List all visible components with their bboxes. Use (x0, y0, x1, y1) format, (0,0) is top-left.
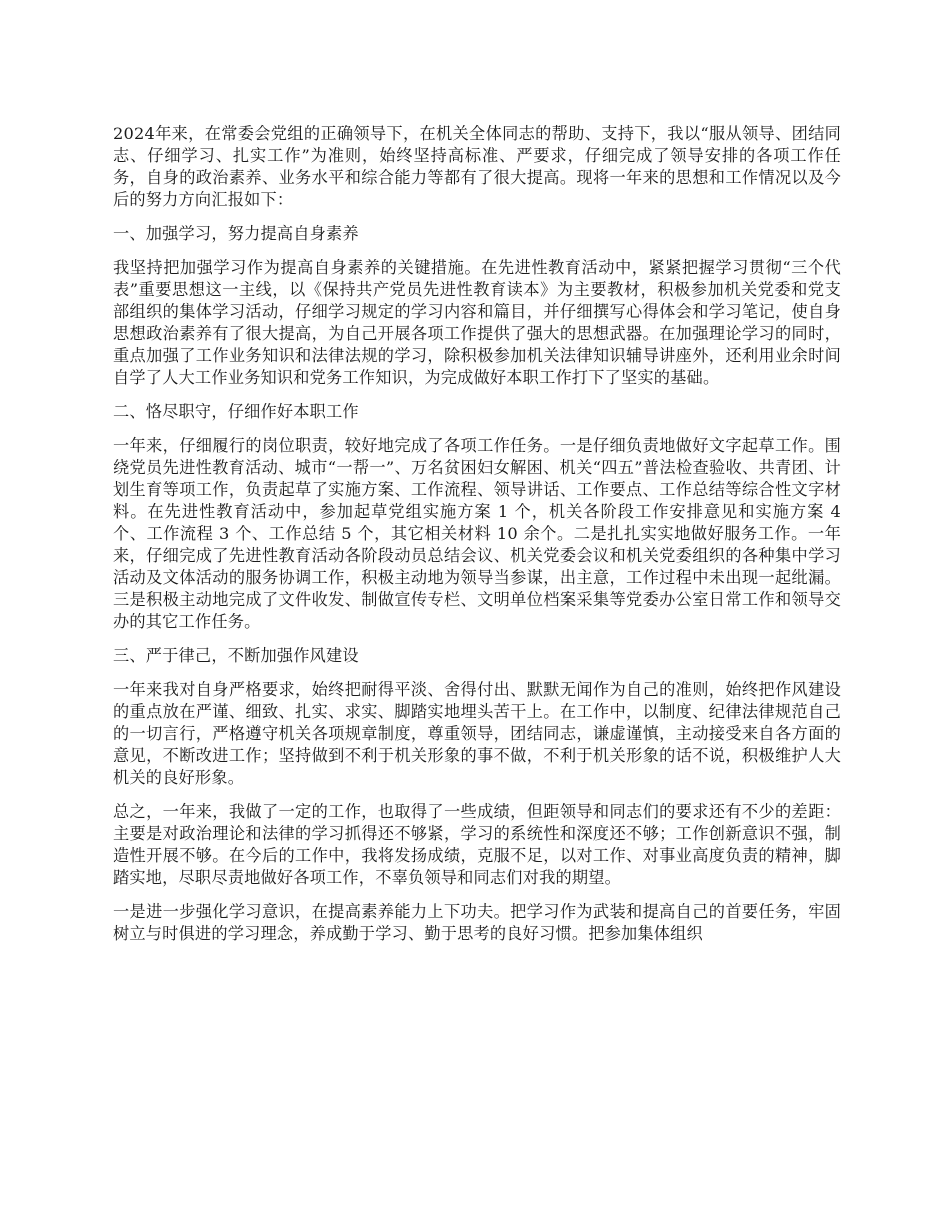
section-body-2: 一年来，仔细履行的岗位职责，较好地完成了各项工作任务。一是仔细负责地做好文字起草工作。围绕党员先进性教育活动、城市“一帮一”、万名贫困妇女解困、机关“四五”普法检查验收、共青团、计划生育等项工作，负责起草了实施方案、工作流程、领导讲话、工作要点、工作总结等综合性文字材料。在先进性教育活动中，参加起草党组实施方案 1 个，机关各阶段工作安排意见和实施方案 4 个、工作流程 3 个、工作总结 5 个，其它相关材料 10 余个。二是扎扎实实地做好服务工作。一年来，仔细完成了先进性教育活动各阶段动员总结会议、机关党委会议和机关党委组织的各种集中学习活动及文体活动的服务协调工作，积极主动地为领导当参谋，出主意，工作过程中未出现一起纰漏。三是积极主动地完成了文件收发、制做宣传专栏、文明单位档案采集等党委办公室日常工作和领导交办的其它工作任务。 (113, 436, 841, 631)
section-heading-3: 三、严于律己，不断加强作风建设 (113, 646, 359, 665)
plan-paragraph-1: 一是进一步强化学习意识，在提高素养能力上下功夫。把学习作为武装和提高自己的首要任务，牢固树立与时俱进的学习理念，养成勤于学习、勤于思考的良好习惯。把参加集体组织 (113, 902, 841, 943)
document-body (113, 123, 841, 957)
summary-paragraph: 总之，一年来，我做了一定的工作，也取得了一些成绩，但距领导和同志们的要求还有不少的差距：主要是对政治理论和法律的学习抓得还不够紧，学习的系统性和深度还不够；工作创新意识不强，制造性开展不够。在今后的工作中，我将发扬成绩，克服不足，以对工作、对事业高度负责的精神，脚踏实地，尽职尽责地做好各项工作，不辜负领导和同志们对我的期望。 (113, 802, 841, 887)
intro-paragraph: 2024年来，在常委会党组的正确领导下，在机关全体同志的帮助、支持下，我以“服从领导、团结同志、仔细学习、扎实工作”为准则，始终坚持高标准、严要求，仔细完成了领导安排的各项工作任务，自身的政治素养、业务水平和综合能力等都有了很大提高。现将一年来的思想和工作情况以及今后的努力方向汇报如下： (113, 124, 841, 209)
section-heading-1: 一、加强学习，努力提高自身素养 (113, 224, 359, 243)
section-body-3: 一年来我对自身严格要求，始终把耐得平淡、舍得付出、默默无闻作为自己的准则，始终把作风建设的重点放在严谨、细致、扎实、求实、脚踏实地埋头苦干上。在工作中，以制度、纪律法律规范自己的一切言行，严格遵守机关各项规章制度，尊重领导，团结同志，谦虚谨慎，主动接受来自各方面的意见，不断改进工作；坚持做到不利于机关形象的事不做，不利于机关形象的话不说，积极维护人大机关的良好形象。 (113, 680, 841, 787)
section-heading-2: 二、恪尽职守，仔细作好本职工作 (113, 402, 359, 421)
section-body-1: 我坚持把加强学习作为提高自身素养的关键措施。在先进性教育活动中，紧紧把握学习贯彻“三个代表”重要思想这一主线，以《保持共产党员先进性教育读本》为主要教材，积极参加机关党委和党支部组织的集体学习活动，仔细学习规定的学习内容和篇目，并仔细撰写心得体会和学习笔记，使自身思想政治素养有了很大提高，为自己开展各项工作提供了强大的思想武器。在加强理论学习的同时，重点加强了工作业务知识和法律法规的学习，除积极参加机关法律知识辅导讲座外，还利用业余时间自学了人大工作业务知识和党务工作知识，为完成做好本职工作打下了坚实的基础。 (113, 258, 841, 387)
